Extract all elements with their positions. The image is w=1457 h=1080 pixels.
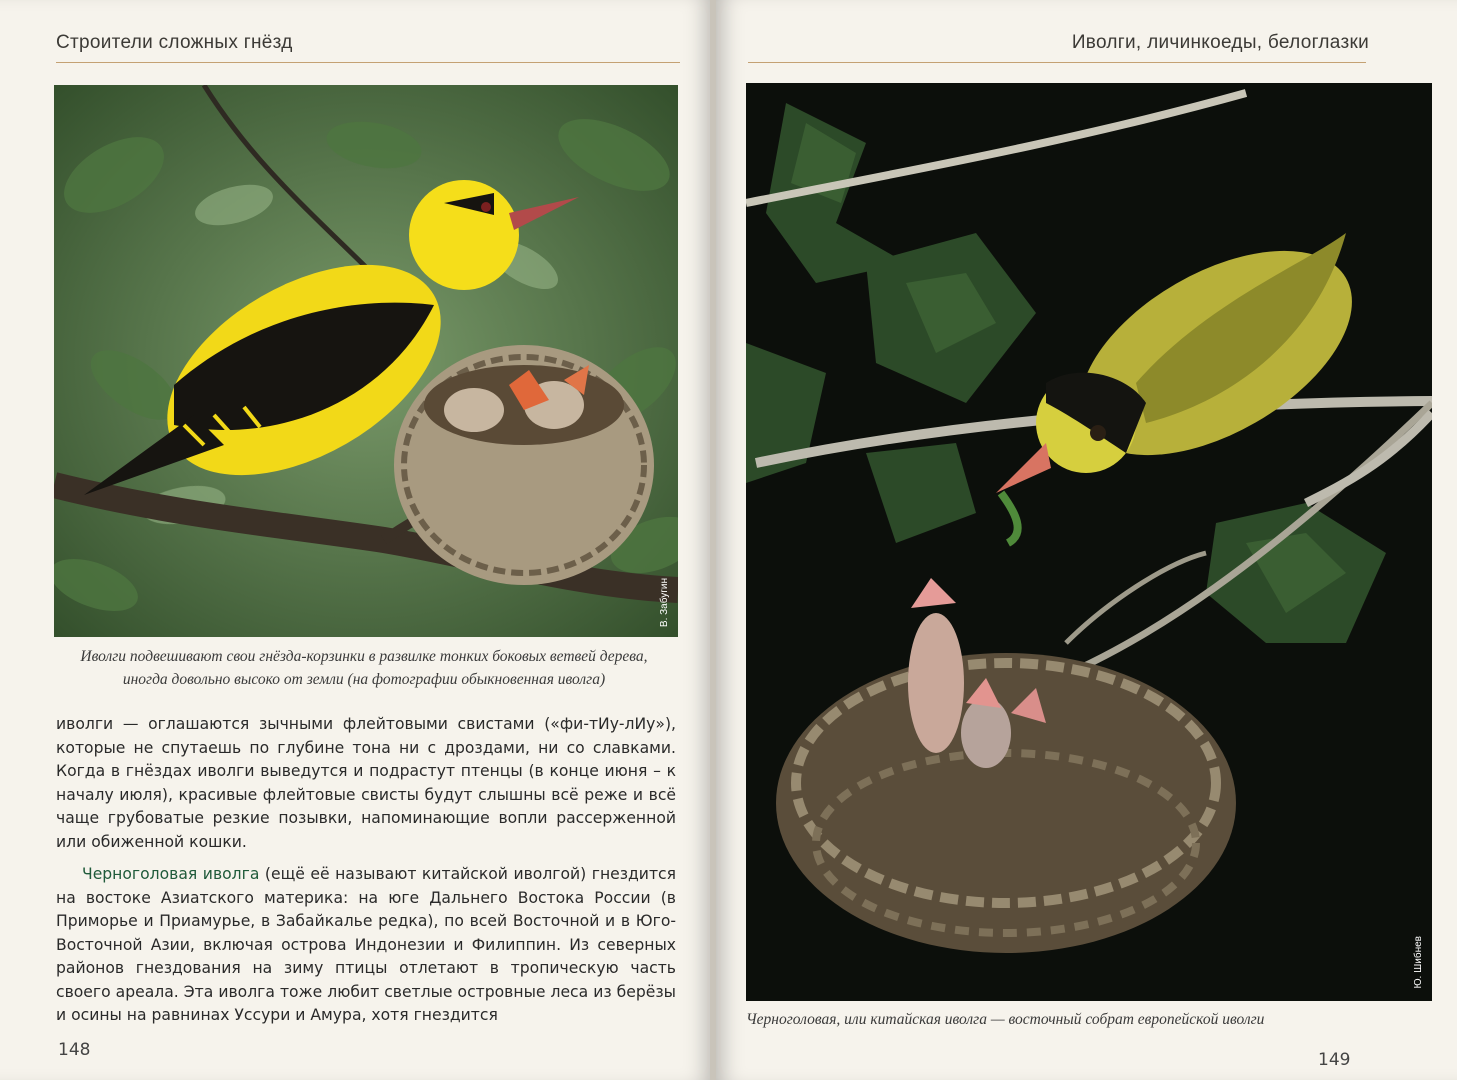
term-black-naped-oriole: Черноголовая иволга bbox=[82, 865, 260, 883]
photo-caption-left bbox=[30, 645, 698, 691]
page-number-right: 149 bbox=[1318, 1050, 1351, 1070]
caption-line-2: иногда довольно высоко от земли (на фотографии обыкновенная иволга) bbox=[122, 671, 606, 688]
caption-line-1: Иволги подвешивают свои гнёзда-корзинки в развилке тонких боковых ветвей дерева, bbox=[80, 648, 648, 665]
header-rule-right bbox=[748, 62, 1366, 63]
photo-credit-left: В. Забугин bbox=[659, 577, 670, 627]
left-page bbox=[0, 0, 712, 1080]
right-page bbox=[716, 0, 1457, 1080]
running-head-right: Иволги, личинкоеды, белоглазки bbox=[1071, 32, 1369, 53]
header-rule-left bbox=[56, 62, 680, 63]
body-text-left-2 bbox=[56, 863, 676, 1028]
paragraph-1: иволги — оглашаются зычными флейтовыми свистами («фи-тИу-лИу»), которые не спутаешь по глубине тона ни с дроздами, ни со славками. Когда в гнёздах иволги выведутся и подрастут птенцы (в конце июня – к началу июля), красивые флейтовые свисты будут слышны всё реже и всё чаще грубоватые резкие позывки, напоминающие вопли рассерженной или обиженной кошки. bbox=[56, 715, 676, 851]
page-number-left: 148 bbox=[58, 1040, 91, 1060]
photo-black-naped-oriole bbox=[746, 83, 1432, 1001]
photo-credit-right: Ю. Шибнев bbox=[1413, 936, 1424, 989]
photo-caption-right: Черноголовая, или китайская иволга — восточный собрат европейской иволги bbox=[746, 1011, 1265, 1028]
body-text-left bbox=[56, 713, 676, 854]
photo-golden-oriole bbox=[54, 85, 678, 637]
paragraph-2-text: (ещё её называют китайской иволгой) гнездится на востоке Азиатского материка: на юге Дальнего Востока России (в Приморье и Приамурье, в Забайкалье редка), по всей Восточной и в Юго-Восточной Азии, включая острова Индонезии и Филиппин. Из северных районов гнездования на зиму птицы отлетают в тропическую часть своего ареала. Эта иволга тоже любит светлые островные леса из берёзы и осины на равнинах Уссури и Амура, хотя гнездится bbox=[56, 865, 676, 1024]
running-head-left: Строители сложных гнёзд bbox=[56, 32, 293, 53]
paragraph-2 bbox=[56, 863, 676, 1028]
